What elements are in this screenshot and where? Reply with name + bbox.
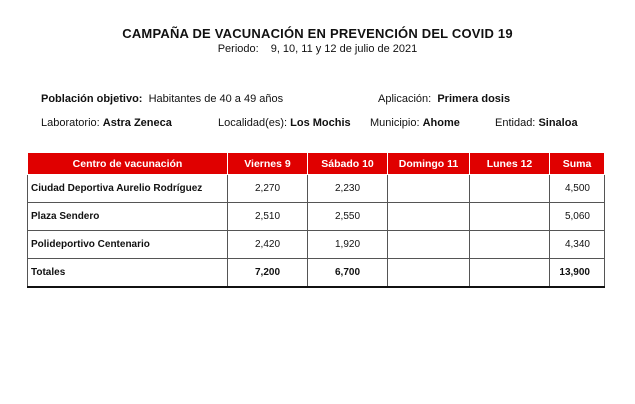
population-value: Habitantes de 40 a 49 años [148,93,284,105]
sunday-cell [388,203,470,231]
vaccination-table [27,152,605,288]
center-name: Polideportivo Centenario [28,231,228,259]
municipality-value: Ahome [422,117,460,129]
laboratory-label: Laboratorio: [41,117,100,129]
saturday-cell: 2,550 [308,203,388,231]
locality-info [218,117,351,129]
table-row [28,203,605,231]
laboratory-value: Astra Zeneca [102,117,172,129]
application-label: Aplicación: [378,93,432,105]
document-title: CAMPAÑA DE VACUNACIÓN EN PREVENCIÓN DEL COVID 19 [122,26,513,41]
entity-info [495,117,578,129]
period-line [0,43,635,55]
monday-total [470,259,550,288]
center-name: Ciudad Deportiva Aurelio Rodríguez [28,175,228,203]
sum-cell: 5,060 [550,203,605,231]
totals-row [28,259,605,288]
locality-label: Localidad(es): [218,117,288,129]
monday-cell [470,231,550,259]
table-row [28,175,605,203]
entity-value: Sinaloa [538,117,578,129]
friday-cell: 2,270 [228,175,308,203]
totals-label: Totales [28,259,228,288]
saturday-cell: 2,230 [308,175,388,203]
locality-value: Los Mochis [290,117,351,129]
saturday-total: 6,700 [308,259,388,288]
column-header-sum: Suma [550,153,605,175]
application-value: Primera dosis [437,93,511,105]
sunday-cell [388,231,470,259]
sum-cell: 4,500 [550,175,605,203]
sum-cell: 4,340 [550,231,605,259]
table-row [28,231,605,259]
column-header-sunday: Domingo 11 [388,153,470,175]
laboratory-info [41,117,172,129]
population-info [41,93,283,105]
column-header-center: Centro de vacunación [28,153,228,175]
center-name: Plaza Sendero [28,203,228,231]
entity-label: Entidad: [495,117,536,129]
sunday-total [388,259,470,288]
friday-cell: 2,420 [228,231,308,259]
monday-cell [470,175,550,203]
grand-total: 13,900 [550,259,605,288]
monday-cell [470,203,550,231]
application-info [378,93,510,105]
friday-cell: 2,510 [228,203,308,231]
municipality-info [370,117,460,129]
population-label: Población objetivo: [41,93,143,105]
friday-total: 7,200 [228,259,308,288]
saturday-cell: 1,920 [308,231,388,259]
period-label: Periodo: [217,43,259,55]
column-header-monday: Lunes 12 [470,153,550,175]
table-header-row [28,153,605,175]
column-header-saturday: Sábado 10 [308,153,388,175]
period-value: 9, 10, 11 y 12 de julio de 2021 [270,43,418,55]
municipality-label: Municipio: [370,117,420,129]
sunday-cell [388,175,470,203]
column-header-friday: Viernes 9 [228,153,308,175]
